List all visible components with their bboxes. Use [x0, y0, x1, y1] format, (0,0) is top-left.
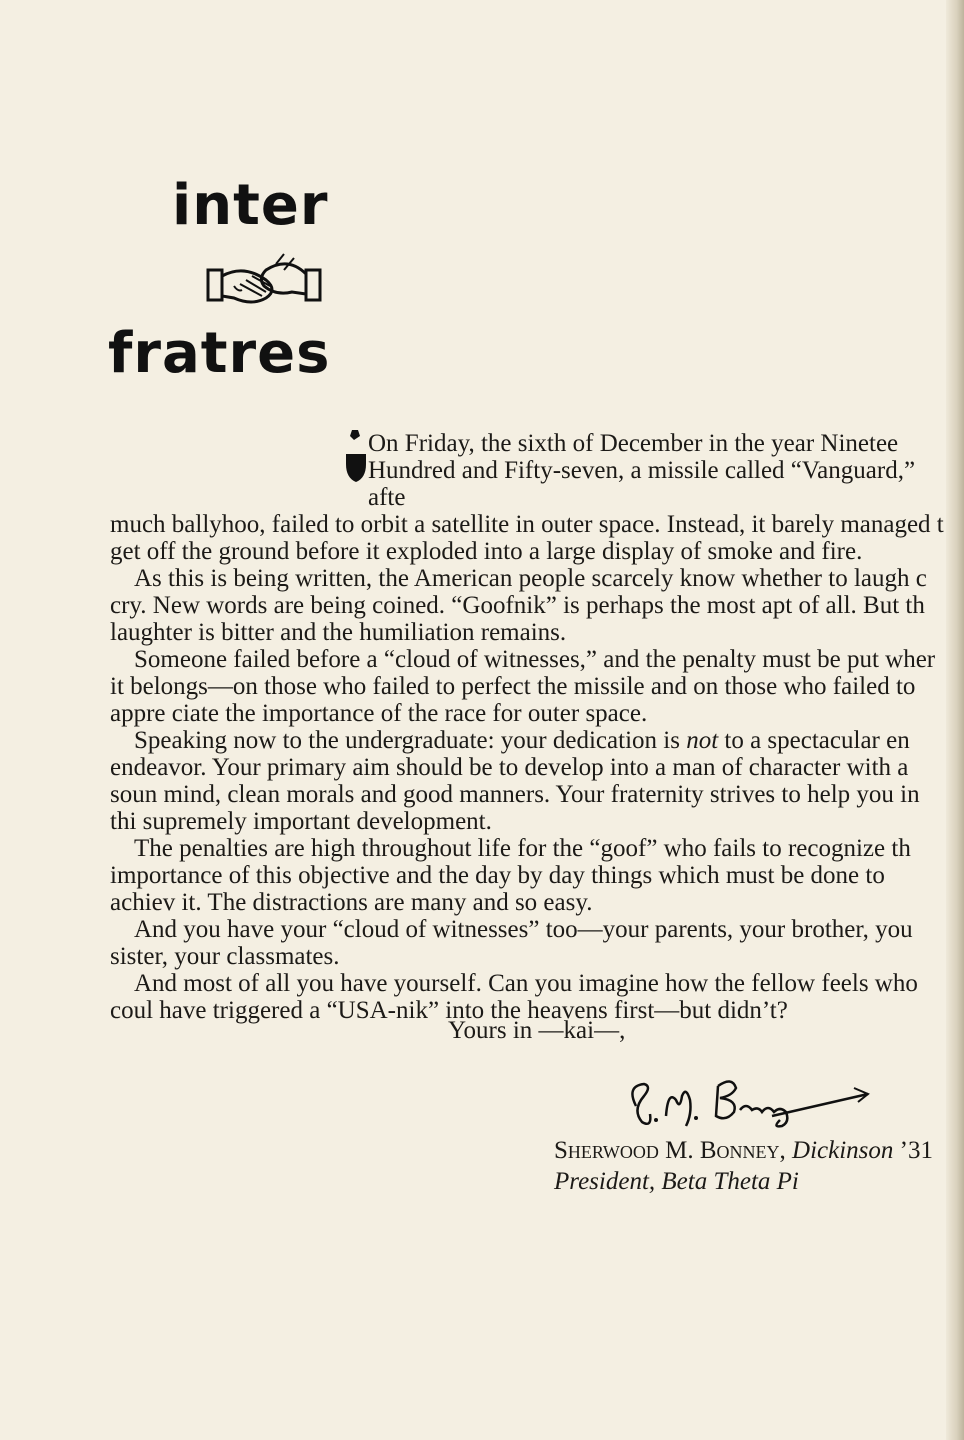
letter-paragraph-6: And you have your “cloud of witnesses” too—your parents, your brother, you sister, your classmates.: [110, 916, 913, 970]
signatory-name-line: Sherwood M. Bonney, Dickinson ’31: [554, 1137, 933, 1164]
signatory-class-year: ’31: [899, 1137, 933, 1164]
handshake-icon: [204, 246, 324, 312]
letter-paragraph-4: [110, 727, 948, 835]
signatory-school: Dickinson: [792, 1137, 894, 1164]
handwritten-signature: [622, 1066, 870, 1134]
letter-text: much ballyhoo, failed to orbit a satellite in outer space. Instead, it barely managed t get off the ground before it exploded into a large display of smoke and fire.: [110, 511, 944, 565]
letter-text: to a spectacular en endeavor. Your primary aim should be to develop into a man of character with a soun mind, clean morals and good manners. Your fraternity strives to help you in thi supremely important development.: [110, 727, 920, 835]
emphasis-text: not: [686, 727, 719, 754]
letter-line: On Friday, the sixth of December in the year Ninetee: [368, 430, 899, 457]
closing-salutation: Yours in —kai—,: [448, 1017, 626, 1044]
letter-paragraph-7: And most of all you have yourself. Can you imagine how the fellow feels who coul have triggered a “USA-nik” into the heavens first—but didn’t?: [110, 970, 918, 1024]
page-edge: [946, 0, 964, 1440]
letter-paragraph-5: The penalties are high throughout life for the “goof” who fails to recognize th importance of this objective and the day by day things which must be done to achiev it. The distractions are many and so easy.: [110, 835, 911, 916]
letter-paragraph-2: As this is being written, the American people scarcely know whether to laugh c cry. New words are being coined. “Goofnik” is perhaps the most apt of all. But th laughter is bitter and the humiliation remains.: [110, 565, 927, 646]
signatory-name: Sherwood M. Bonney: [554, 1137, 780, 1164]
letter-paragraph-1: [110, 430, 948, 565]
letter-text: Speaking now to the undergraduate: your dedication is: [134, 727, 687, 754]
letter-line: Hundred and Fifty-seven, a missile called “Vanguard,” afte: [368, 457, 916, 511]
masthead-word-top: inter: [172, 173, 329, 238]
signatory-title: President, Beta Theta Pi: [554, 1168, 799, 1195]
masthead-word-bottom: fratres: [108, 321, 331, 386]
letter-paragraph-3: Someone failed before a “cloud of witnesses,” and the penalty must be put wher it belongs—on those who failed to perfect the missile and on those who failed to appre ciate the importance of the race for outer space.: [110, 646, 936, 727]
letter-body: [110, 430, 948, 1024]
